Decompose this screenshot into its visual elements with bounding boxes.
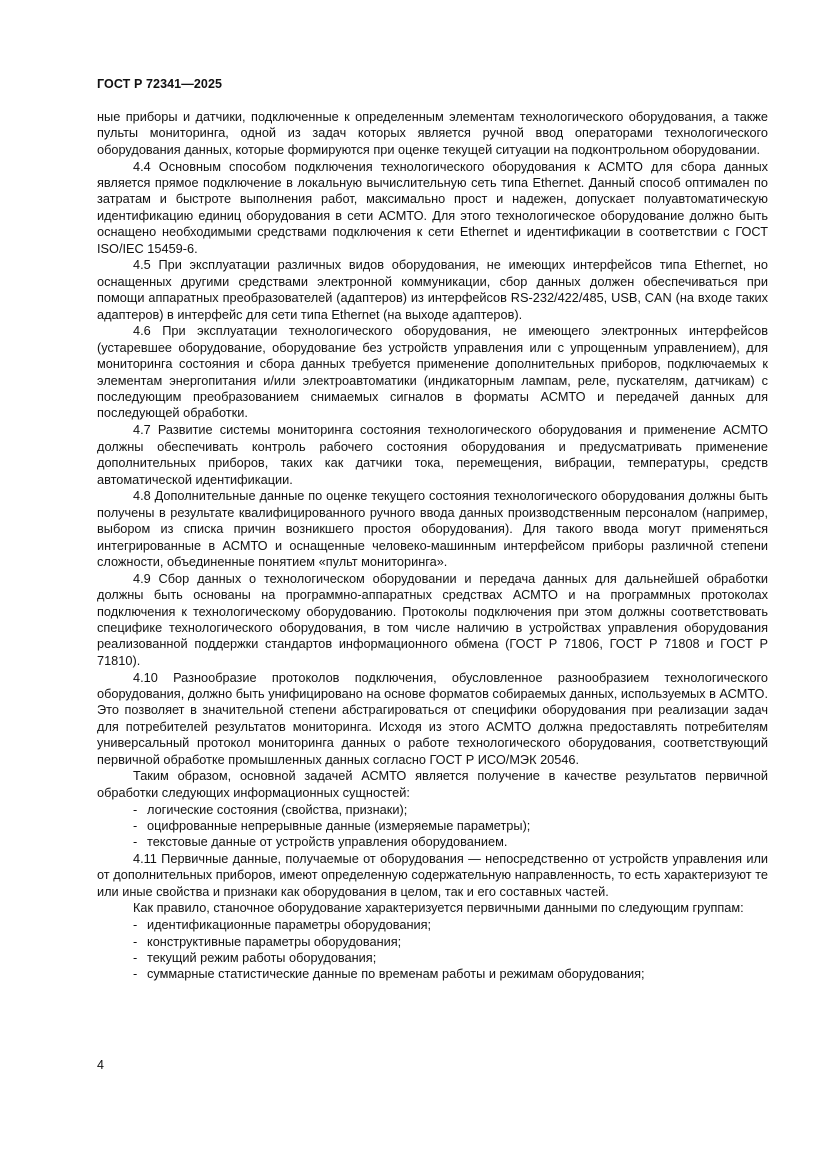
list-item bbox=[97, 966, 768, 982]
list-dash: - bbox=[133, 933, 138, 949]
list-item bbox=[97, 802, 768, 818]
paragraph-4-8: 4.8 Дополнительные данные по оценке текущего состояния технологического оборудования должны быть получены в результате квалифицированного ручного ввода данных производственным персоналом (например, выбором из списка причин возникшего простоя оборудования). Для такого ввода могут применяться интегрированные в АСМТО и оснащенные человеко-машинным интерфейсом приборы различной степени сложности, объединенные понятием «пульт мониторинга». bbox=[97, 488, 768, 569]
list-item bbox=[97, 834, 768, 850]
list-item bbox=[97, 950, 768, 966]
list-dash: - bbox=[133, 917, 138, 933]
list-item-text: оцифрованные непрерывные данные (измеряемые параметры); bbox=[147, 817, 531, 833]
list-item-text: суммарные статистические данные по временам работы и режимам оборудования; bbox=[147, 966, 645, 982]
list-item-text: текущий режим работы оборудования; bbox=[147, 950, 377, 966]
paragraph-continuation: ные приборы и датчики, подключенные к определенным элементам технологического оборудования, а также пульты мониторинга, одной из задач которых является ручной ввод операторами технологического оборудования данных, которые формируются при оценке текущей ситуации на подконтрольном оборудовании. bbox=[97, 109, 768, 157]
list-dash: - bbox=[133, 801, 138, 817]
paragraph-4-5: 4.5 При эксплуатации различных видов оборудования, не имеющих интерфейсов типа Ethernet, но оснащенных другими средствами электронной коммуникации, сбор данных должен обеспечиваться при помощи аппаратных преобразователей (адаптеров) из интерфейсов RS-232/422/485, USB, CAN (на входе таких адаптеров) в интерфейс для сети типа Ethernet (на выходе адаптеров). bbox=[97, 257, 768, 322]
list-dash: - bbox=[133, 966, 138, 982]
paragraph-4-7: 4.7 Развитие системы мониторинга состояния технологического оборудования и применение АСМТО должны обеспечивать контроль рабочего состояния оборудования и предусматривать применение дополнительных приборов, таких как датчики тока, перемещения, вибрации, температуры, средств автоматической идентификации. bbox=[97, 422, 768, 487]
page-number: 4 bbox=[97, 1058, 104, 1072]
list-item bbox=[97, 818, 768, 834]
list-item-text: текстовые данные от устройств управления оборудованием. bbox=[147, 834, 508, 850]
paragraph-4-11: 4.11 Первичные данные, получаемые от оборудования — непосредственно от устройств управления или от дополнительных приборов, имеют определенную содержательную направленность, то есть характеризуют те или иные свойства и признаки как оборудования в целом, так и его составных частей. bbox=[97, 850, 768, 899]
paragraph-4-10: 4.10 Разнообразие протоколов подключения, обусловленное разнообразием технологического оборудования, должно быть унифицировано на основе форматов собираемых данных, используемых в АСМТО. Это позволяет в значительной степени абстрагироваться от специфики оборудования при реализации задач для потребителей результатов мониторинга. Исходя из этого АСМТО должна предоставлять потребителям универсальный протокол мониторинга данных о работе технологического оборудования, соответствующий первичной обработке промышленных данных согласно ГОСТ Р ИСО/МЭК 20546. bbox=[97, 669, 768, 767]
document-body bbox=[97, 109, 768, 983]
list-dash: - bbox=[133, 834, 138, 850]
paragraph-summary: Таким образом, основной задачей АСМТО является получение в качестве результатов первичной обработки следующих информационных сущностей: bbox=[97, 768, 768, 800]
paragraph-4-4: 4.4 Основным способом подключения технологического оборудования к АСМТО для сбора данных является прямое подключение в локальную вычислительную сеть типа Ethernet. Данный способ оптимален по затратам и быстроте выполнения работ, максимально прост и надежен, допускает полуавтоматическую идентификацию единиц оборудования в сети АСМТО. Для этого технологическое оборудование должно быть оснащено необходимыми средствами подключения к сети Ethernet и идентификации в соответствии с ГОСТ ISO/IEC 15459-6. bbox=[97, 158, 768, 256]
list-dash: - bbox=[133, 817, 138, 833]
list-item-text: идентификационные параметры оборудования; bbox=[147, 917, 432, 933]
groups-list bbox=[97, 917, 768, 983]
paragraph-4-6: 4.6 При эксплуатации технологического оборудования, не имеющего электронных интерфейсов (устаревшее оборудование, оборудование без устройств управления или с упрощенным управлением), для мониторинга состояния и сбора данных требуется применение дополнительных приборов, подключаемых к элементам энергопитания и/или электроавтоматики (индикаторным лампам, реле, пускателям, датчикам) с последующим преобразованием снимаемых сигналов в форматы АСМТО и передачей данных для последующей обработки. bbox=[97, 323, 768, 421]
list-dash: - bbox=[133, 950, 138, 966]
list-item-text: логические состояния (свойства, признаки); bbox=[147, 801, 408, 817]
list-item bbox=[97, 917, 768, 933]
paragraph-groups: Как правило, станочное оборудование характеризуется первичными данными по следующим группам: bbox=[133, 900, 744, 916]
paragraph-4-9: 4.9 Сбор данных о технологическом оборудовании и передача данных для дальнейшей обработки должны быть основаны на программно-аппаратных средствах АСМТО и на программных протоколах подключения к технологическому оборудованию. Протоколы подключения при этом должны соответствовать специфике технологического оборудования, в том числе наличию в устройствах управления оборудования реализованной поддержки стандартов информационного обмена (ГОСТ Р 71806, ГОСТ Р 71808 и ГОСТ Р 71810). bbox=[97, 570, 768, 668]
entity-list bbox=[97, 802, 768, 851]
list-item bbox=[97, 934, 768, 950]
list-item-text: конструктивные параметры оборудования; bbox=[147, 933, 402, 949]
document-code-header: ГОСТ Р 72341—2025 bbox=[97, 77, 223, 91]
